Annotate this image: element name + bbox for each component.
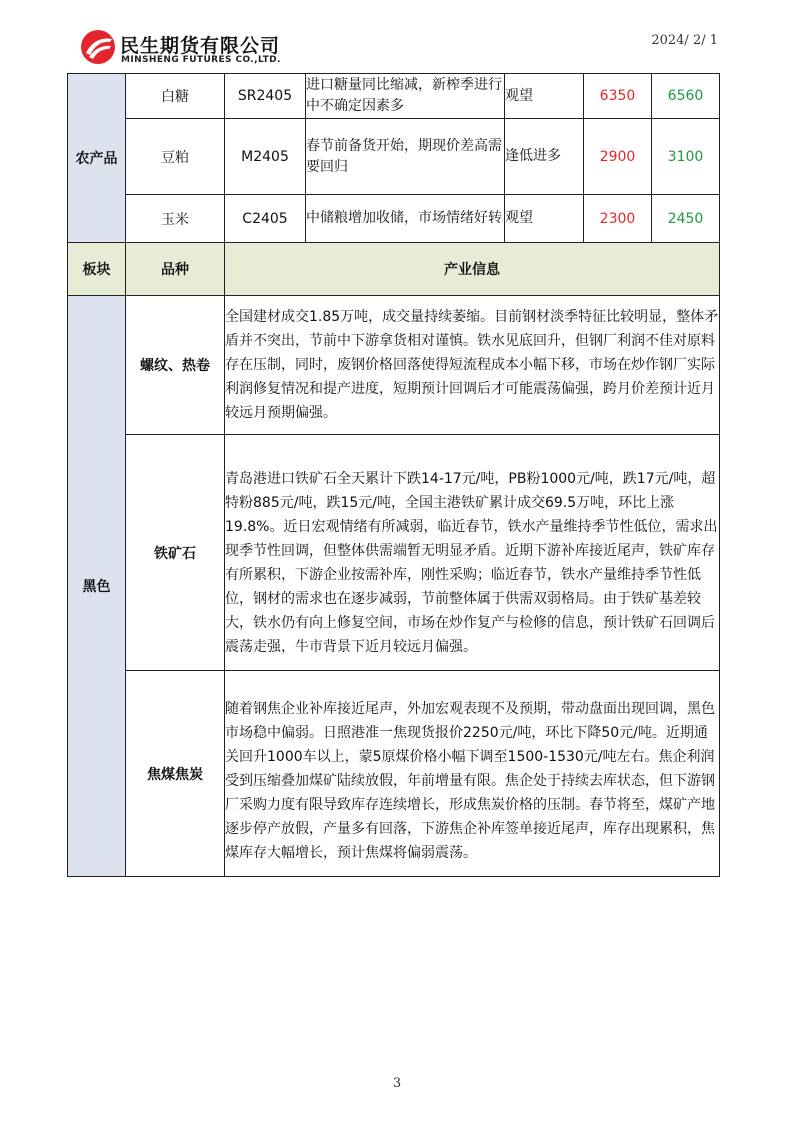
- price-high: 3100: [652, 119, 720, 195]
- page-header: [0, 0, 794, 75]
- report-date: 2024/ 2/ 1: [651, 33, 718, 48]
- sector-agri: 农产品: [68, 74, 126, 243]
- header-industry-info: 产业信息: [225, 243, 720, 296]
- sector-black: 黑色: [68, 296, 126, 877]
- strategy: 观望: [505, 195, 584, 243]
- contract-code: M2405: [225, 119, 306, 195]
- table-row: [68, 195, 720, 243]
- industry-header-row: [68, 243, 720, 296]
- table-row: [68, 296, 720, 435]
- header-product: 品种: [126, 243, 225, 296]
- product-name: 焦煤焦炭: [126, 671, 225, 877]
- price-low: 6350: [584, 74, 652, 119]
- market-view: 春节前备货开始，期现价差高需要回归: [306, 119, 505, 195]
- table-row: [68, 435, 720, 671]
- table-row: [68, 119, 720, 195]
- industry-info: 全国建材成交1.85万吨，成交量持续萎缩。目前钢材淡季特征比较明显，整体矛盾并不突出，节前中下游拿货相对谨慎。铁水见底回升，但钢厂利润不佳对原料存在压制，同时，废钢价格回落使得短流程成本小幅下移，市场在炒作钢厂实际利润修复情况和提产进度，短期预计回调后才可能震荡偏强，跨月价差预计近月较远月预期偏强。: [225, 296, 720, 435]
- company-name-cn: 民生期货有限公司: [120, 35, 281, 57]
- product-name: 玉米: [126, 195, 225, 243]
- header-sector: 板块: [68, 243, 126, 296]
- contract-code: SR2405: [225, 74, 306, 119]
- price-high: 6560: [652, 74, 720, 119]
- price-high: 2450: [652, 195, 720, 243]
- minsheng-logo-icon: [80, 29, 116, 65]
- market-view: 中储粮增加收储，市场情绪好转: [306, 195, 505, 243]
- product-name: 铁矿石: [126, 435, 225, 671]
- product-name: 螺纹、热卷: [126, 296, 225, 435]
- industry-info: 随着钢焦企业补库接近尾声，外加宏观表现不及预期，带动盘面出现回调，黑色市场稳中偏弱。日照港准一焦现货报价2250元/吨，环比下降50元/吨。近期通关回升1000车以上，蒙5原煤价格小幅下调至1500-1530元/吨左右。焦企利润受到压缩叠加煤矿陆续放假，年前增量有限。焦企处于持续去库状态，但下游钢厂采购力度有限导致库存连续增长，形成焦炭价格的压制。春节将至，煤矿产地逐步停产放假，产量多有回落，下游焦企补库签单接近尾声，库存出现累积，焦煤库存大幅增长，预计焦煤将偏弱震荡。: [225, 671, 720, 877]
- price-low: 2900: [584, 119, 652, 195]
- table-row: [68, 671, 720, 877]
- price-low: 2300: [584, 195, 652, 243]
- strategy: 逢低进多: [505, 119, 584, 195]
- page-number: 3: [392, 1076, 402, 1091]
- industry-info: 青岛港进口铁矿石全天累计下跌14-17元/吨，PB粉1000元/吨，跌17元/吨，超特粉885元/吨，跌15元/吨，全国主港铁矿累计成交69.5万吨，环比上涨19.8%。近日宏观情绪有所减弱，临近春节，铁水产量维持季节性低位，需求出现季节性回调，但整体供需端暂无明显矛盾。近期下游补库接近尾声，铁矿库存有所累积，下游企业按需补库，刚性采购；临近春节，铁水产量维持季节性低位，钢材的需求也在逐步减弱，节前整体属于供需双弱格局。由于铁矿基差较大，铁水仍有向上修复空间，市场在炒作复产与检修的信息，预计铁矿石回调后震荡走强，牛市背景下近月较远月偏强。: [225, 435, 720, 671]
- contract-code: C2405: [225, 195, 306, 243]
- company-name-en: MINSHENG FUTURES CO.,LTD.: [121, 55, 281, 65]
- strategy: 观望: [505, 74, 584, 119]
- product-name: 豆粕: [126, 119, 225, 195]
- report-table: [67, 73, 720, 877]
- product-name: 白糖: [126, 74, 225, 119]
- market-view: 进口糖量同比缩减，新榨季进行中不确定因素多: [306, 74, 505, 119]
- table-row: [68, 74, 720, 119]
